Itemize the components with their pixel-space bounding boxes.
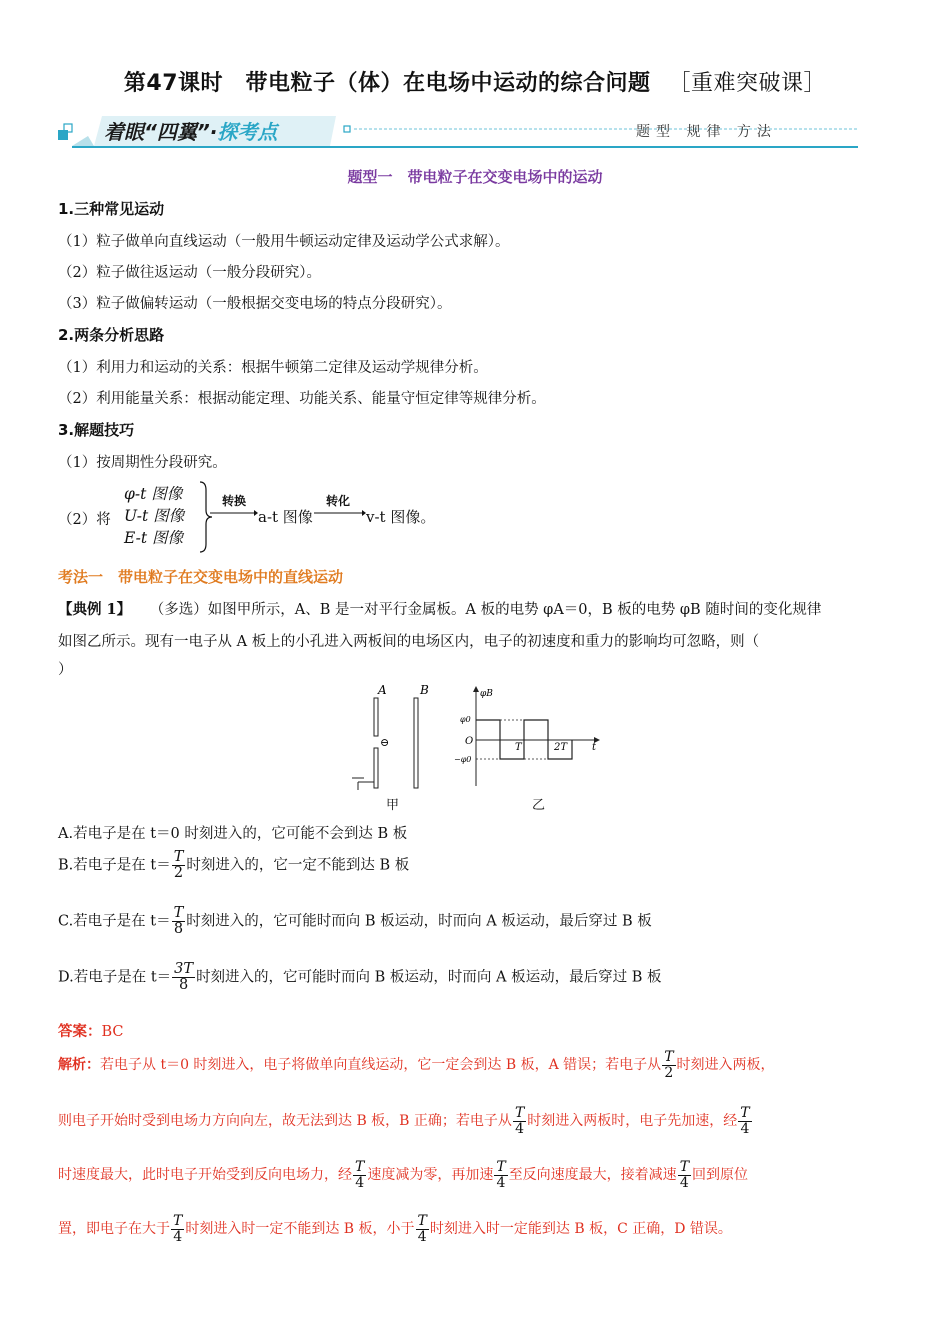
analysis-l4c: 时刻进入时一定能到达 B 板，C 正确，D 错误。: [429, 1221, 732, 1238]
s3-item-1: （1）按周期性分段研究。: [58, 455, 227, 471]
figure-jia-caption: 甲: [386, 798, 400, 813]
phi0-label: φ0: [460, 715, 471, 724]
option-c-pre: C.若电子是在 t＝: [58, 913, 171, 930]
graph-u-t: U-t 图像: [124, 507, 185, 525]
banner-right-text: 题型 规律 方法: [636, 124, 777, 140]
frac-num: T: [417, 1213, 427, 1229]
analysis-line-2: [58, 1106, 898, 1136]
answer-value: BC: [101, 1024, 124, 1040]
analysis-l3a: 时速度最大，此时电子开始受到反向电场力，经: [58, 1167, 352, 1184]
method-title: 考法一 带电粒子在交变电场中的直线运动: [58, 568, 344, 586]
example-text-3: ）: [58, 662, 73, 678]
example-text-2: 如图乙所示。现有一电子从 A 板上的小孔进入两板间的电场区内，电子的初速度和重力的影响均可忽略，则（: [58, 634, 760, 650]
title-suffix: ［重难突破课］: [668, 71, 827, 96]
banner-label-highlight: 探考点: [217, 120, 278, 144]
arrow-right-icon-2: [314, 508, 366, 518]
analysis-l4b: 时刻进入时一定不能到达 B 板，小于: [185, 1221, 415, 1238]
frac-den: 8: [178, 977, 189, 994]
frac-num: T: [514, 1105, 525, 1121]
s2-item-1: （1）利用力和运动的关系：根据牛顿第二定律及运动学规律分析。: [58, 360, 488, 376]
tick-2T: 2T: [554, 742, 568, 753]
heading-3-num: 3.: [58, 421, 75, 439]
tick-T: T: [515, 742, 522, 753]
arrow-label-1: 转换: [221, 494, 246, 508]
option-d-post: 时刻进入的，它可能时而向 B 板运动，时而向 A 板运动，最后穿过 B 板: [196, 969, 662, 986]
neg-phi0-label: −φ0: [454, 755, 472, 764]
frac-num: T: [496, 1159, 506, 1175]
frac-den: 4: [679, 1174, 689, 1191]
heading-2-num: 2.: [58, 326, 75, 344]
analysis-line-4: [58, 1214, 898, 1244]
heading-3-text: 解题技巧: [74, 421, 135, 439]
option-b: [58, 850, 898, 881]
plate-b: [414, 698, 418, 788]
analysis-line-3: [58, 1160, 898, 1190]
analysis-l2b: 时刻进入两板时，电子先加速，经: [527, 1113, 738, 1130]
frac-num: T: [679, 1159, 690, 1175]
page-title: [0, 66, 950, 97]
heading-1-num: 1.: [58, 200, 75, 218]
frac-den: 4: [740, 1120, 750, 1137]
frac-den: 2: [173, 865, 184, 882]
electron-icon: ⊖: [380, 736, 390, 749]
graph-a-t: a-t 图像: [258, 508, 313, 526]
section-title: 题型一 带电粒子在交变电场中的运动: [347, 168, 603, 186]
frac-num: T: [173, 905, 184, 921]
graph-e-t: E-t 图像: [124, 529, 183, 547]
example-text-1: 如图甲所示，A、B 是一对平行金属板。A 板的电势 φA＝0，B 板的电势 φB 随时间的变化规律: [207, 602, 822, 618]
y-axis-label: φB: [480, 689, 493, 699]
analysis-line-1: [58, 1050, 898, 1080]
analysis-l1b: 时刻进入两板，: [676, 1057, 775, 1074]
frac-num: T: [173, 1213, 183, 1229]
frac-den: 4: [355, 1174, 365, 1191]
option-b-pre: B.若电子是在 t＝: [58, 857, 171, 874]
graph-list: [124, 483, 184, 549]
arrow-label-2: 转化: [325, 494, 350, 508]
analysis-l3b: 速度减为零，再加速: [367, 1167, 494, 1184]
t-axis-label: t: [592, 742, 597, 753]
option-b-post: 时刻进入的，它一定不能到达 B 板: [186, 857, 410, 874]
answer-label: 答案：: [58, 1024, 102, 1040]
figure-yi-caption: 乙: [532, 798, 546, 813]
fraction-3t-8: [172, 962, 195, 993]
plate-b-label: B: [420, 683, 429, 697]
example-line-1: [58, 598, 898, 619]
banner-label: [104, 116, 277, 145]
heading-1-text: 三种常见运动: [74, 200, 165, 218]
heading-2: [58, 324, 164, 345]
s1-item-3: （3）粒子做偏转运动（一般根据交变电场的特点分段研究）。: [58, 296, 452, 312]
s1-item-2: （2）粒子做往返运动（一般分段研究）。: [58, 265, 321, 281]
plate-a-label: A: [378, 683, 387, 697]
figure-jia: [340, 682, 440, 792]
option-a: A.若电子是在 t＝0 时刻进入的，它可能不会到达 B 板: [58, 826, 408, 842]
heading-3: [58, 419, 134, 440]
analysis-l4a: 置，即电子在大于: [58, 1221, 170, 1238]
arrow-right-icon: [210, 508, 258, 518]
frac-den: 8: [173, 921, 184, 938]
fraction-t-4: [678, 1160, 691, 1190]
analysis-label: 解析：: [58, 1057, 100, 1074]
fraction-t-4: [353, 1160, 366, 1190]
answer: [58, 1020, 898, 1041]
s2-item-2: （2）利用能量关系：根据动能定理、功能关系、能量守恒定律等规律分析。: [58, 391, 546, 407]
banner-label-prefix: 着眼“四翼”·: [104, 120, 218, 144]
option-c: [58, 906, 898, 937]
figure-yi: [452, 682, 612, 792]
heading-1: [58, 198, 164, 219]
option-d: [58, 962, 898, 993]
fraction-t-4: [416, 1214, 429, 1244]
frac-den: 2: [664, 1064, 674, 1081]
frac-num: T: [355, 1159, 365, 1175]
heading-2-text: 两条分析思路: [74, 326, 165, 344]
analysis-l3d: 回到原位: [692, 1167, 749, 1184]
fraction-t-8: [172, 906, 186, 937]
example-tag: 【典例 1】: [58, 601, 132, 618]
analysis-l2a: 则电子开始时受到电场力方向向左，故无法到达 B 板，B 正确；若电子从: [58, 1113, 512, 1130]
plate-a-upper: [374, 698, 378, 736]
frac-den: 4: [515, 1120, 525, 1137]
s1-item-1: （1）粒子做单向直线运动（一般用牛顿运动定律及运动学公式求解）。: [58, 234, 510, 250]
origin-label: O: [465, 736, 474, 747]
fraction-t-4: [738, 1106, 751, 1136]
fraction-t-2: [172, 850, 186, 881]
option-c-post: 时刻进入的，它可能时而向 B 板运动，时而向 A 板运动，最后穿过 B 板: [186, 913, 652, 930]
frac-den: 4: [496, 1174, 506, 1191]
frac-num: 3T: [174, 961, 194, 977]
fraction-t-2: [662, 1050, 675, 1080]
fraction-t-4: [494, 1160, 507, 1190]
fraction-t-4: [171, 1214, 184, 1244]
frac-den: 4: [173, 1228, 183, 1245]
s3-item-2-prefix: （2）将: [58, 512, 111, 528]
title-main: 第47课时 带电粒子（体）在电场中运动的综合问题: [123, 71, 651, 96]
frac-num: T: [740, 1105, 750, 1121]
frac-num: T: [173, 849, 184, 865]
plate-a-lower: [374, 748, 378, 788]
analysis-l3c: 至反向速度最大，接着减速: [508, 1167, 677, 1184]
frac-den: 4: [417, 1228, 427, 1245]
fraction-t-4: [513, 1106, 526, 1136]
graph-phi-t: φ-t 图像: [124, 485, 183, 503]
example-type: （多选）: [149, 602, 208, 618]
graph-v-t: v-t 图像。: [366, 508, 436, 526]
option-d-pre: D.若电子是在 t＝: [58, 969, 172, 986]
analysis-l1a: 若电子从 t＝0 时刻进入，电子将做单向直线运动，它一定会到达 B 板，A 错误；若电子从: [100, 1057, 662, 1074]
frac-num: T: [664, 1049, 674, 1065]
